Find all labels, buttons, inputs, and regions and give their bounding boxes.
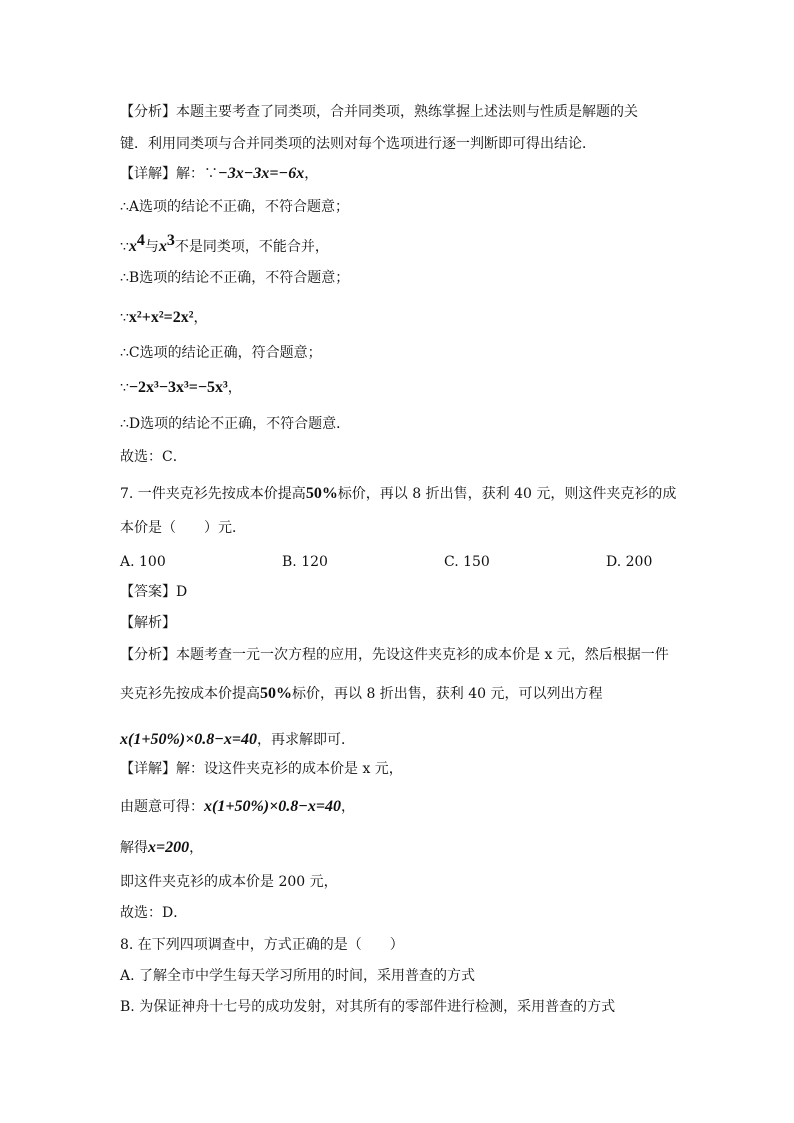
answer-line: 【答案】D (120, 584, 188, 600)
analysis-line-1: 【分析】本题主要考查了同类项，合并同类项，熟练掌握上述法则与性质是解题的关 (120, 104, 638, 120)
detail-line-d: ∵−2x³−3x³=−5x³， (120, 379, 242, 396)
explanation-heading: 【解析】 (120, 615, 176, 631)
math-expression: x²+x²=2x² (128, 309, 194, 326)
detail-q7-line-4: 即这件夹克衫的成本价是 200 元， (120, 874, 338, 890)
analysis-q7-line-3: x(1+50%)×0.8−x=40，再求解即可． (120, 731, 356, 748)
question-8-option-a: A. 了解全市中学生每天学习所用的时间，采用普查的方式 (120, 968, 476, 984)
question-7-line-1: 7. 一件夹克衫先按成本价提高50%标价，再以 8 折出售，获利 40 元，则这件夹克衫的成 (120, 485, 677, 502)
analysis-line-2: 键．利用同类项与合并同类项的法则对每个选项进行逐一判断即可得出结论． (120, 136, 596, 152)
detail-q7-line-2: 由题意可得：x(1+50%)×0.8−x=40， (120, 798, 356, 815)
solution: x=200 (148, 839, 190, 856)
equation: x(1+50%)×0.8−x=40 (120, 731, 258, 748)
analysis-q7-line-2: 夹克衫先按成本价提高50%标价，再以 8 折出售，获利 40 元，可以列出方程 (120, 685, 603, 702)
option-a: A. 100 (120, 554, 166, 570)
math-expression: −3x−3x=−6x (218, 165, 305, 182)
detail-line-a: 【详解】解：∵−3x−3x=−6x， (120, 165, 319, 182)
conclusion-c: ∴C选项的结论正确，符合题意； (120, 345, 322, 361)
equation: x(1+50%)×0.8−x=40 (204, 798, 342, 815)
detail-q7-line-5: 故选：D． (120, 905, 188, 921)
question-7-line-2: 本价是（ ）元． (120, 520, 246, 536)
detail-line-c: ∵x²+x²=2x²， (120, 309, 208, 326)
option-b: B. 120 (282, 554, 328, 570)
option-c: C. 150 (444, 554, 490, 570)
detail-line-b: $\because x^4$与$x^3$不是同类项，不能合并， (120, 232, 329, 255)
detail-q7-line-1: 【详解】解：设这件夹克衫的成本价是 x 元， (120, 761, 403, 777)
question-8: 8. 在下列四项调查中，方式正确的是（ ） (120, 937, 404, 953)
conclusion-d: ∴D选项的结论不正确，不符合题意． (120, 416, 351, 432)
detail-q7-line-3: 解得x=200， (120, 839, 204, 856)
choice-line: 故选：C． (120, 449, 187, 465)
conclusion-b: ∴B选项的结论不正确，不符合题意； (120, 270, 350, 286)
analysis-q7-line-1: 【分析】本题考查一元一次方程的应用，先设这件夹克衫的成本价是 x 元，然后根据一件 (120, 647, 669, 663)
question-8-option-b: B. 为保证神舟十七号的成功发射，对其所有的零部件进行检测，采用普查的方式 (120, 999, 616, 1015)
option-d: D. 200 (606, 554, 653, 570)
conclusion-a: ∴A选项的结论不正确，不符合题意； (120, 199, 350, 215)
math-expression: −2x³−3x³=−5x³ (128, 379, 228, 396)
